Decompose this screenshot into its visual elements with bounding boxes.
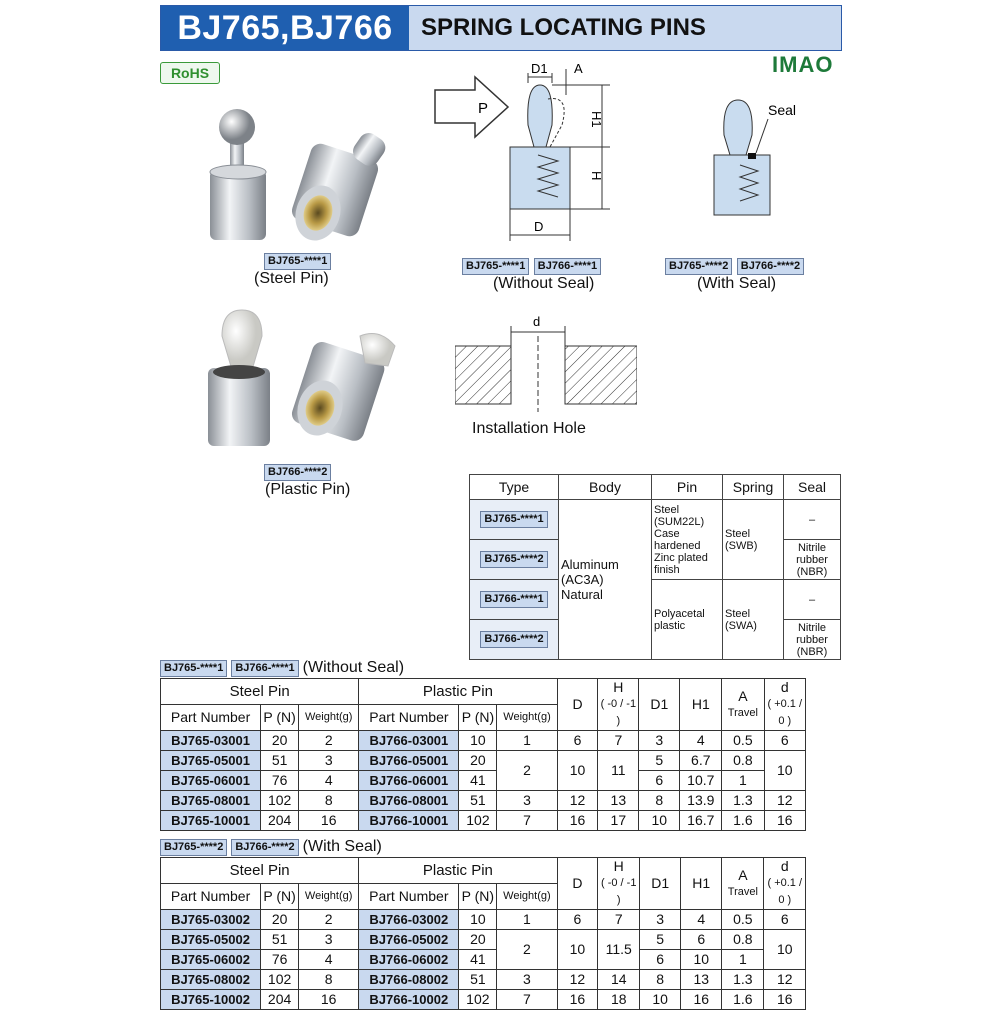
table-cell: 8 bbox=[299, 791, 359, 811]
spec-header-type: Type bbox=[470, 475, 559, 500]
installation-hole-caption: Installation Hole bbox=[472, 420, 586, 437]
table-cell: BJ765-05001 bbox=[161, 751, 261, 771]
table-cell: 102 bbox=[459, 990, 497, 1010]
table-row bbox=[161, 950, 806, 970]
spec-seal-2: Nitrile rubber (NBR) bbox=[784, 540, 841, 580]
table-cell: 16 bbox=[681, 990, 722, 1010]
table-cell: 102 bbox=[261, 970, 299, 990]
header-steel-pin: Steel Pin bbox=[161, 679, 359, 705]
header-d1: D1 bbox=[640, 858, 681, 910]
table-cell: 1 bbox=[722, 771, 764, 791]
table-cell: 6 bbox=[764, 910, 806, 930]
table-row bbox=[161, 751, 806, 771]
table-cell: 5 bbox=[639, 751, 680, 771]
spec-header-body: Body bbox=[559, 475, 652, 500]
table-cell: 12 bbox=[764, 791, 806, 811]
header-weight: Weight(g) bbox=[497, 884, 557, 910]
spec-type-4: BJ766-****2 bbox=[480, 631, 547, 648]
header-d: D bbox=[557, 679, 598, 731]
spec-spring-steel: Steel (SWB) bbox=[723, 500, 784, 580]
header-part-number: Part Number bbox=[359, 705, 459, 731]
d-label: D bbox=[534, 219, 544, 234]
table-cell: 76 bbox=[261, 950, 299, 970]
table-cell: 10 bbox=[459, 731, 497, 751]
header-weight: Weight(g) bbox=[299, 884, 359, 910]
table-cell: 16 bbox=[557, 990, 598, 1010]
table-cell: 6 bbox=[640, 950, 681, 970]
spec-body: Aluminum (AC3A) Natural bbox=[559, 500, 652, 660]
table-cell: BJ766-10002 bbox=[359, 990, 459, 1010]
table-row bbox=[161, 970, 806, 990]
table-cell: 1.3 bbox=[722, 791, 764, 811]
table-cell: 8 bbox=[299, 970, 359, 990]
table-cell: 3 bbox=[497, 791, 557, 811]
header-h-tol: ( -0 / -1 ) bbox=[600, 698, 637, 727]
table-cell: 20 bbox=[459, 751, 497, 771]
header-a bbox=[722, 858, 764, 910]
header-a bbox=[722, 679, 764, 731]
spec-header-seal: Seal bbox=[784, 475, 841, 500]
table-cell: 4 bbox=[299, 771, 359, 791]
table-cell: 0.5 bbox=[722, 731, 764, 751]
table-cell: 7 bbox=[497, 990, 557, 1010]
header-p: P (N) bbox=[261, 705, 299, 731]
table-cell: 10 bbox=[681, 950, 722, 970]
table-cell: 2 bbox=[497, 751, 557, 791]
spec-seal-1: – bbox=[784, 500, 841, 540]
table-cell: 2 bbox=[299, 731, 359, 751]
table-cell: 6 bbox=[681, 930, 722, 950]
spec-type-3: BJ766-****1 bbox=[480, 591, 547, 608]
table-cell: 3 bbox=[640, 910, 681, 930]
table-row bbox=[161, 930, 806, 950]
table-cell: 0.8 bbox=[722, 930, 764, 950]
header-h-label: H bbox=[613, 858, 624, 874]
table-row bbox=[161, 910, 806, 930]
table-cell: 1.3 bbox=[722, 970, 764, 990]
h1-label: H1 bbox=[589, 111, 604, 128]
plastic-pin-tag: BJ766-****2 bbox=[264, 464, 331, 481]
table-cell: 16 bbox=[557, 811, 598, 831]
table-cell: BJ766-06001 bbox=[359, 771, 459, 791]
spec-pin-plastic: Polyacetal plastic bbox=[652, 580, 723, 660]
table-cell: 51 bbox=[459, 970, 497, 990]
table-cell: BJ765-06001 bbox=[161, 771, 261, 791]
table-cell: 10.7 bbox=[680, 771, 722, 791]
table-cell: 6.7 bbox=[680, 751, 722, 771]
table-row bbox=[161, 731, 806, 751]
spec-type-1: BJ765-****1 bbox=[480, 511, 547, 528]
table-cell: 10 bbox=[640, 990, 681, 1010]
table-cell: 3 bbox=[497, 970, 557, 990]
table-cell: 11 bbox=[598, 751, 639, 791]
table-cell: 51 bbox=[261, 930, 299, 950]
table-cell: 12 bbox=[557, 970, 598, 990]
header-weight: Weight(g) bbox=[299, 705, 359, 731]
table-cell: 10 bbox=[639, 811, 680, 831]
table-cell: 7 bbox=[497, 811, 557, 831]
d1-label: D1 bbox=[531, 61, 548, 76]
table-cell: 16.7 bbox=[680, 811, 722, 831]
table-cell: 10 bbox=[557, 930, 598, 970]
table-cell: BJ765-08002 bbox=[161, 970, 261, 990]
table-cell: 0.5 bbox=[722, 910, 764, 930]
table-cell: 17 bbox=[598, 811, 639, 831]
table-caption: (With Seal) bbox=[302, 838, 382, 855]
table-cell: 7 bbox=[598, 731, 639, 751]
dimension-tables bbox=[160, 658, 810, 1010]
table-cell: 16 bbox=[299, 811, 359, 831]
header-dd-tol: ( +0.1 / 0 ) bbox=[767, 877, 803, 906]
table-cell: 10 bbox=[557, 751, 598, 791]
spec-header-pin: Pin bbox=[652, 475, 723, 500]
tag-bj765-1: BJ765-****1 bbox=[462, 258, 529, 275]
page-header bbox=[160, 5, 842, 51]
table-cell: 51 bbox=[261, 751, 299, 771]
table-cell: 204 bbox=[261, 990, 299, 1010]
table-cell: 6 bbox=[557, 731, 598, 751]
table-cell: BJ766-10001 bbox=[359, 811, 459, 831]
table-cell: 204 bbox=[261, 811, 299, 831]
table-cell: BJ766-03002 bbox=[359, 910, 459, 930]
dimension-table-block bbox=[160, 658, 810, 831]
tag-bj765-2: BJ765-****2 bbox=[665, 258, 732, 275]
seal-label: Seal bbox=[768, 102, 797, 118]
h-label: H bbox=[589, 171, 604, 181]
table-cell: 14 bbox=[598, 970, 640, 990]
header-a-travel: Travel bbox=[727, 885, 758, 898]
table-cell: BJ765-03001 bbox=[161, 731, 261, 751]
header-plastic-pin: Plastic Pin bbox=[359, 679, 557, 705]
spec-seal-4: Nitrile rubber (NBR) bbox=[784, 620, 841, 660]
steel-pin-tag-wrap bbox=[264, 251, 331, 270]
table-cell: 3 bbox=[639, 731, 680, 751]
table-cell: 102 bbox=[459, 811, 497, 831]
table-cell: 13 bbox=[598, 791, 639, 811]
table-cell: BJ766-05002 bbox=[359, 930, 459, 950]
table-cell: 6 bbox=[764, 731, 806, 751]
table-cell: 2 bbox=[299, 910, 359, 930]
table-cell: 2 bbox=[497, 930, 557, 970]
header-p: P (N) bbox=[459, 705, 497, 731]
spec-table bbox=[469, 474, 841, 660]
table-caption-row bbox=[160, 658, 810, 678]
table-cell: BJ765-10002 bbox=[161, 990, 261, 1010]
spec-spring-plastic: Steel (SWA) bbox=[723, 580, 784, 660]
a-label: A bbox=[574, 61, 583, 76]
header-h1: H1 bbox=[680, 679, 722, 731]
header-plastic-pin: Plastic Pin bbox=[359, 858, 557, 884]
header-d: D bbox=[557, 858, 598, 910]
table-cell: 41 bbox=[459, 950, 497, 970]
table-cell: BJ766-06002 bbox=[359, 950, 459, 970]
table-tag: BJ765-****2 bbox=[160, 839, 227, 856]
table-cell: 3 bbox=[299, 751, 359, 771]
table-tag: BJ765-****1 bbox=[160, 660, 227, 677]
table-cell: BJ766-03001 bbox=[359, 731, 459, 751]
without-seal-drawing bbox=[430, 55, 630, 245]
tag-bj766-1: BJ766-****1 bbox=[534, 258, 601, 275]
table-cell: 76 bbox=[261, 771, 299, 791]
table-caption: (Without Seal) bbox=[302, 659, 405, 676]
table-cell: BJ766-05001 bbox=[359, 751, 459, 771]
table-cell: 5 bbox=[640, 930, 681, 950]
table-cell: 0.8 bbox=[722, 751, 764, 771]
header-a-travel: Travel bbox=[727, 706, 758, 719]
table-cell: 10 bbox=[459, 910, 497, 930]
header-dd bbox=[764, 858, 806, 910]
table-cell: 7 bbox=[598, 910, 640, 930]
table-caption-row bbox=[160, 837, 810, 857]
table-cell: 12 bbox=[557, 791, 598, 811]
table-cell: 1 bbox=[722, 950, 764, 970]
with-seal-caption: (With Seal) bbox=[697, 275, 777, 292]
spec-seal-3: – bbox=[784, 580, 841, 620]
table-cell: BJ765-03002 bbox=[161, 910, 261, 930]
table-cell: 16 bbox=[299, 990, 359, 1010]
installation-hole-drawing bbox=[455, 312, 637, 412]
table-cell: BJ765-08001 bbox=[161, 791, 261, 811]
header-part-number: Part Number bbox=[359, 884, 459, 910]
table-cell: 4 bbox=[681, 910, 722, 930]
header-d1: D1 bbox=[639, 679, 680, 731]
table-cell: 13.9 bbox=[680, 791, 722, 811]
header-dd bbox=[764, 679, 806, 731]
table-tag: BJ766-****1 bbox=[231, 660, 298, 677]
table-cell: BJ766-08002 bbox=[359, 970, 459, 990]
table-cell: 10 bbox=[764, 751, 806, 791]
rohs-badge: RoHS bbox=[160, 62, 220, 84]
p-label: P bbox=[478, 100, 489, 117]
table-row bbox=[161, 791, 806, 811]
table-cell: 1.6 bbox=[722, 811, 764, 831]
table-cell: 1 bbox=[497, 731, 557, 751]
table-cell: 102 bbox=[261, 791, 299, 811]
table-row bbox=[161, 811, 806, 831]
without-seal-caption: (Without Seal) bbox=[493, 275, 595, 292]
header-p: P (N) bbox=[261, 884, 299, 910]
table-cell: 8 bbox=[639, 791, 680, 811]
table-cell: BJ765-05002 bbox=[161, 930, 261, 950]
table-cell: 12 bbox=[764, 970, 806, 990]
table-cell: 1 bbox=[497, 910, 557, 930]
table-tag: BJ766-****2 bbox=[231, 839, 298, 856]
plastic-pin-photo bbox=[200, 308, 410, 448]
page-title: SPRING LOCATING PINS bbox=[409, 6, 841, 50]
tag-bj766-2: BJ766-****2 bbox=[737, 258, 804, 275]
table-cell: 3 bbox=[299, 930, 359, 950]
table-cell: BJ765-10001 bbox=[161, 811, 261, 831]
table-cell: BJ765-06002 bbox=[161, 950, 261, 970]
with-seal-tags bbox=[665, 256, 804, 275]
header-h bbox=[598, 858, 640, 910]
steel-pin-tag: BJ765-****1 bbox=[264, 253, 331, 270]
without-seal-tags bbox=[462, 256, 601, 275]
steel-pin-photo bbox=[200, 105, 410, 245]
table-cell: 51 bbox=[459, 791, 497, 811]
steel-pin-caption: (Steel Pin) bbox=[254, 270, 329, 287]
header-weight: Weight(g) bbox=[497, 705, 557, 731]
table-row bbox=[161, 771, 806, 791]
table-cell: 4 bbox=[299, 950, 359, 970]
header-steel-pin: Steel Pin bbox=[161, 858, 359, 884]
table-cell: 20 bbox=[261, 910, 299, 930]
plastic-pin-caption: (Plastic Pin) bbox=[265, 481, 351, 498]
dimension-table-block bbox=[160, 837, 810, 1010]
table-cell: 6 bbox=[557, 910, 598, 930]
header-part-number: Part Number bbox=[161, 705, 261, 731]
plastic-pin-tag-wrap bbox=[264, 462, 331, 481]
with-seal-drawing bbox=[700, 95, 820, 225]
table-cell: 20 bbox=[261, 731, 299, 751]
table-cell: 1.6 bbox=[722, 990, 764, 1010]
table-cell: 16 bbox=[764, 990, 806, 1010]
dimension-table bbox=[160, 857, 806, 1010]
header-dd-tol: ( +0.1 / 0 ) bbox=[767, 698, 803, 727]
header-h-tol: ( -0 / -1 ) bbox=[601, 877, 637, 906]
table-cell: 8 bbox=[640, 970, 681, 990]
table-cell: 20 bbox=[459, 930, 497, 950]
header-p: P (N) bbox=[459, 884, 497, 910]
header-h1: H1 bbox=[681, 858, 722, 910]
table-cell: 16 bbox=[764, 811, 806, 831]
spec-header-spring: Spring bbox=[723, 475, 784, 500]
table-cell: 13 bbox=[681, 970, 722, 990]
table-cell: BJ766-08001 bbox=[359, 791, 459, 811]
header-a-label: A bbox=[738, 866, 748, 883]
table-cell: 6 bbox=[639, 771, 680, 791]
spec-type-2: BJ765-****2 bbox=[480, 551, 547, 568]
hole-d-label: d bbox=[533, 314, 541, 329]
table-cell: 4 bbox=[680, 731, 722, 751]
header-part-number: Part Number bbox=[161, 884, 261, 910]
header-dd-label: d bbox=[780, 858, 789, 874]
dimension-table bbox=[160, 678, 806, 831]
header-dd-label: d bbox=[780, 679, 789, 695]
table-cell: 10 bbox=[764, 930, 806, 970]
model-numbers: BJ765,BJ766 bbox=[161, 6, 409, 50]
table-cell: 18 bbox=[598, 990, 640, 1010]
table-cell: 11.5 bbox=[598, 930, 640, 970]
header-a-label: A bbox=[738, 687, 748, 704]
header-h bbox=[598, 679, 639, 731]
spec-pin-steel: Steel (SUM22L) Case hardened Zinc plated finish bbox=[652, 500, 723, 580]
brand-logo: IMAO bbox=[772, 52, 834, 77]
header-h-label: H bbox=[613, 679, 624, 695]
table-cell: 41 bbox=[459, 771, 497, 791]
